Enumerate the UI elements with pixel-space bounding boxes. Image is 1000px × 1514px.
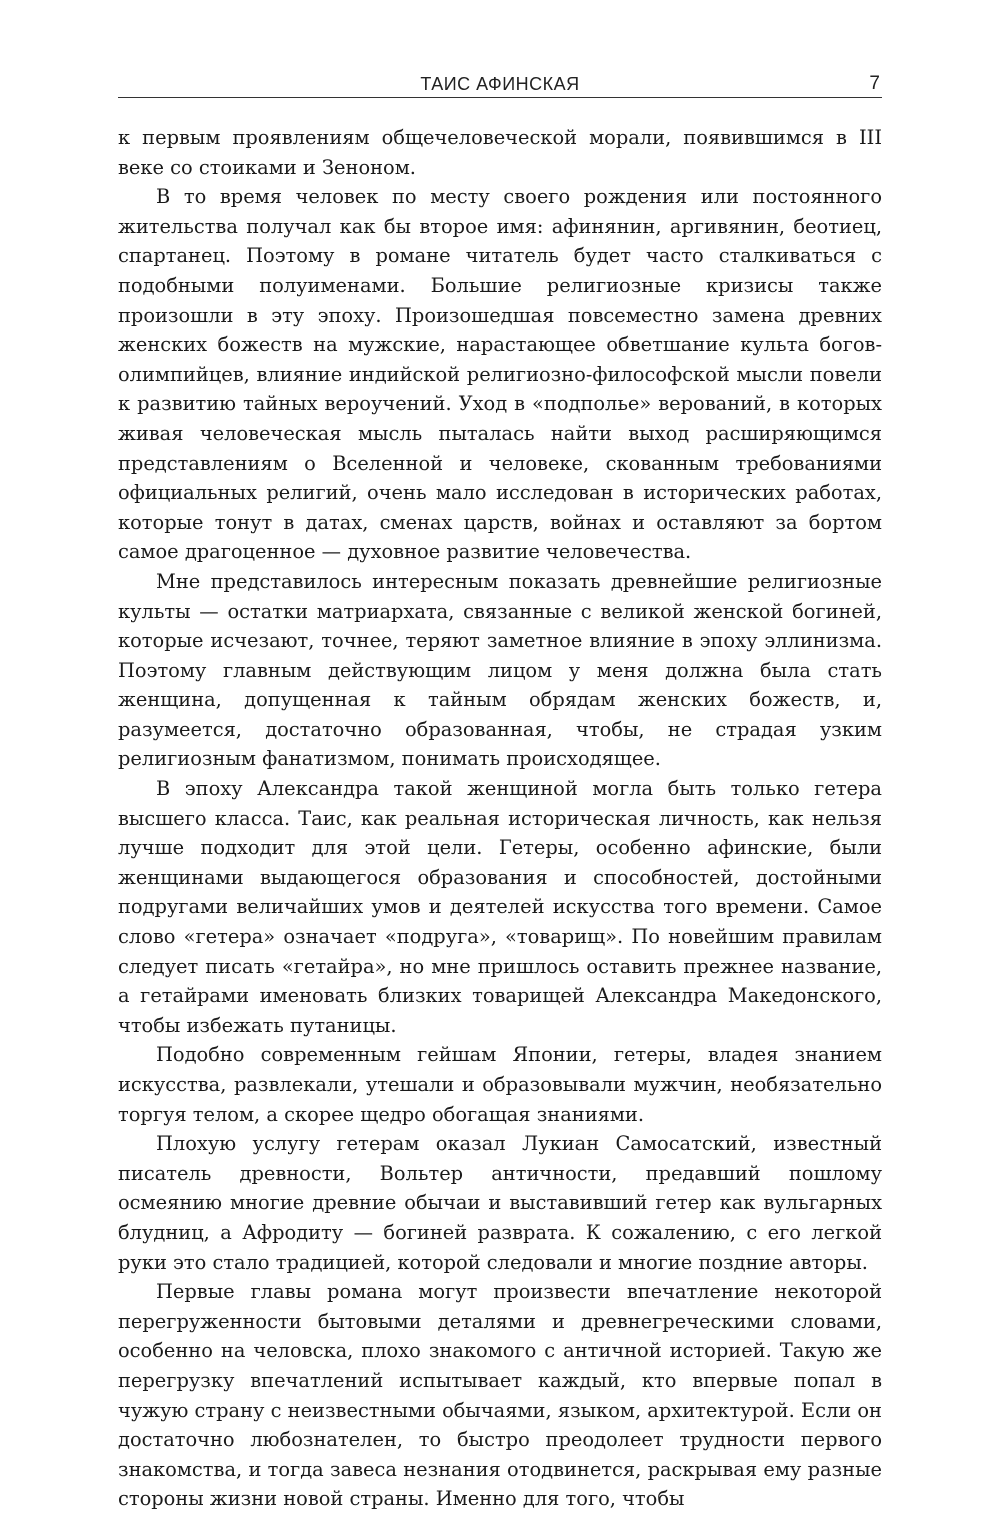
paragraph: Мне представилось интересным показать древнейшие религиозные культы — остатки матриархата, связанные с великой женской богиней, которые исчезают, точнее, теряют заметное влияние в эпоху эллинизма. Поэтому главным действующим лицом у меня должна была стать женщина, допущенная к тайным обрядам женских божеств, и, разумеется, достаточно образованная, чтобы, не страдая узким религиозным фанатизмом, понимать происходящее.	[118, 569, 882, 771]
header-rule	[118, 97, 882, 98]
running-head	[118, 70, 882, 100]
paragraph: В эпоху Александра такой женщиной могла быть только гетера высшего класса. Таис, как реальная историческая личность, как нельзя лучше подходит для этой цели. Гетеры, особенно афинские, были женщинами выдающегося образования и способностей, достойными подругами величайших умов и деятелей искусства того времени. Самое слово «гетера» означает «подруга», «товарищ». По новейшим правилам следует писать «гетайра», но мне пришлось оставить прежнее название, а гетайрами именовать близких товарищей Александра Македонского, чтобы избежать путаницы.	[118, 777, 882, 1037]
body-text	[118, 123, 882, 1514]
running-title: ТАИС АФИНСКАЯ	[420, 74, 580, 94]
paragraph: В то время человек по месту своего рождения или постоянного жительства получал как бы второе имя: афинянин, аргивянин, беотиец, спартанец. Поэтому в романе читатель будет часто сталкиваться с подобными полуименами. Большие религиозные кризисы также произошли в эту эпоху. Произошедшая повсеместно замена древних женских божеств на мужские, нарастающее обветшание культа богов-олимпийцев, влияние индийской религиозно-философской мысли повели к развитию тайных вероучений. Уход в «подполье» верований, в которых живая человеческая мысль пыталась найти выход расширяющимся представлениям о Вселенной и человеке, скованным требованиями официальных религий, очень мало исследован в исторических работах, которые тонут в датах, сменах царств, войнах и оставляют за бортом самое драгоценное — духовное развитие человечества.	[118, 185, 882, 564]
paragraph: Плохую услугу гетерам оказал Лукиан Самосатский, известный писатель древности, Вольтер античности, предавший пошлому осмеянию многие древние обычаи и выставивший гетер как вульгарных блудниц, а Афродиту — богиней разврата. К сожалению, с его легкой руки это стало традицией, которой следовали и многие поздние авторы.	[118, 1132, 882, 1274]
paragraph: Подобно современным гейшам Японии, гетеры, владея знанием искусства, развлекали, утешали и образовывали мужчин, необязательно торгуя телом, а скорее щедро обогащая знаниями.	[118, 1043, 882, 1126]
paragraph: Первые главы романа могут произвести впечатление некоторой перегруженности бытовыми деталями и древнегреческими словами, особенно на человска, плохо знакомого с античной историей. Такую же перегрузку впечатлений испытывает каждый, кто впервые попал в чужую страну с неизвестными обычаями, языком, архитектурой. Если он достаточно любознателен, то быстро преодолеет трудности первого знакомства, и тогда завеса незнания отодвинется, раскрывая ему разные стороны жизни новой страны. Именно для того, чтобы	[118, 1280, 882, 1511]
paragraph-continued: к первым проявлениям общечеловеческой морали, появившимся в III веке со стоиками и Зеноном.	[118, 126, 882, 179]
page-number: 7	[869, 73, 880, 94]
